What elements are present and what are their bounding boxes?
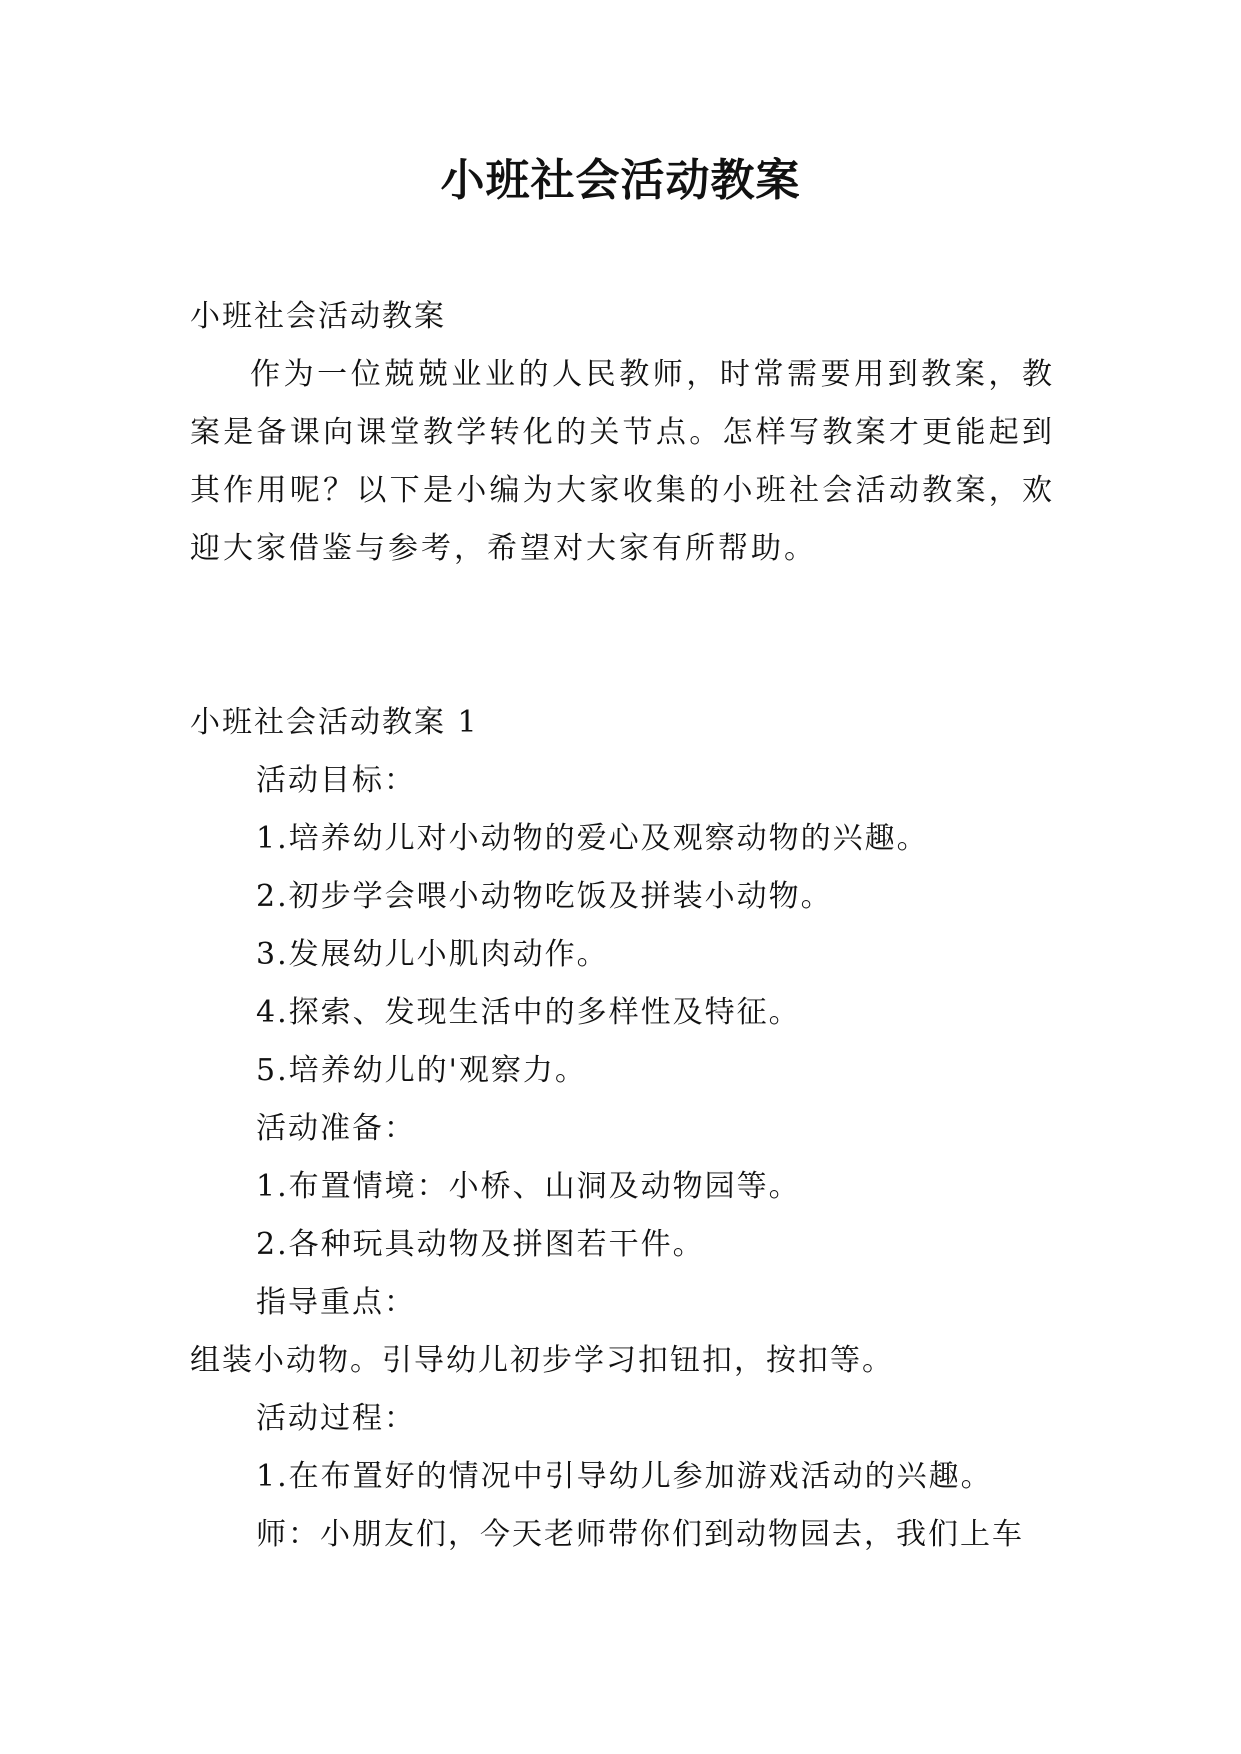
goal-item-2: 2.初步学会喂小动物吃饭及拼装小动物。 [256, 879, 833, 914]
heading-activity-preparation: 活动准备： [256, 1111, 416, 1146]
preparation-item-2: 2.各种玩具动物及拼图若干件。 [256, 1227, 705, 1262]
heading-activity-process: 活动过程： [256, 1401, 416, 1436]
guidance-focus-text: 组装小动物。引导幼儿初步学习扣钮扣，按扣等。 [190, 1343, 894, 1378]
preparation-item-1: 1.布置情境：小桥、山洞及动物园等。 [256, 1169, 801, 1204]
goal-item-1: 1.培养幼儿对小动物的爱心及观察动物的兴趣。 [256, 821, 929, 856]
goal-item-5: 5.培养幼儿的'观察力。 [256, 1053, 587, 1088]
section-heading: 小班社会活动教案 1 [190, 705, 479, 740]
goal-item-3: 3.发展幼儿小肌肉动作。 [256, 937, 609, 972]
heading-activity-goals: 活动目标： [256, 763, 416, 798]
section-spacer [190, 578, 1055, 694]
document-subtitle: 小班社会活动教案 [190, 299, 446, 334]
process-item-1: 1.在布置好的情况中引导幼儿参加游戏活动的兴趣。 [256, 1459, 993, 1494]
process-dialogue-line: 师：小朋友们，今天老师带你们到动物园去，我们上车 [256, 1517, 1024, 1552]
page-title: 小班社会活动教案 [440, 155, 801, 206]
intro-paragraph: 作为一位兢兢业业的人民教师，时常需要用到教案，教案是备课向课堂教学转化的关节点。怎样写教案才更能起到其作用呢？以下是小编为大家收集的小班社会活动教案，欢迎大家借鉴与参考，希望对大家有所帮助。 [190, 357, 1055, 566]
document-body [190, 288, 1055, 1564]
heading-guidance-focus: 指导重点： [256, 1285, 416, 1320]
goal-item-4: 4.探索、发现生活中的多样性及特征。 [256, 995, 801, 1030]
